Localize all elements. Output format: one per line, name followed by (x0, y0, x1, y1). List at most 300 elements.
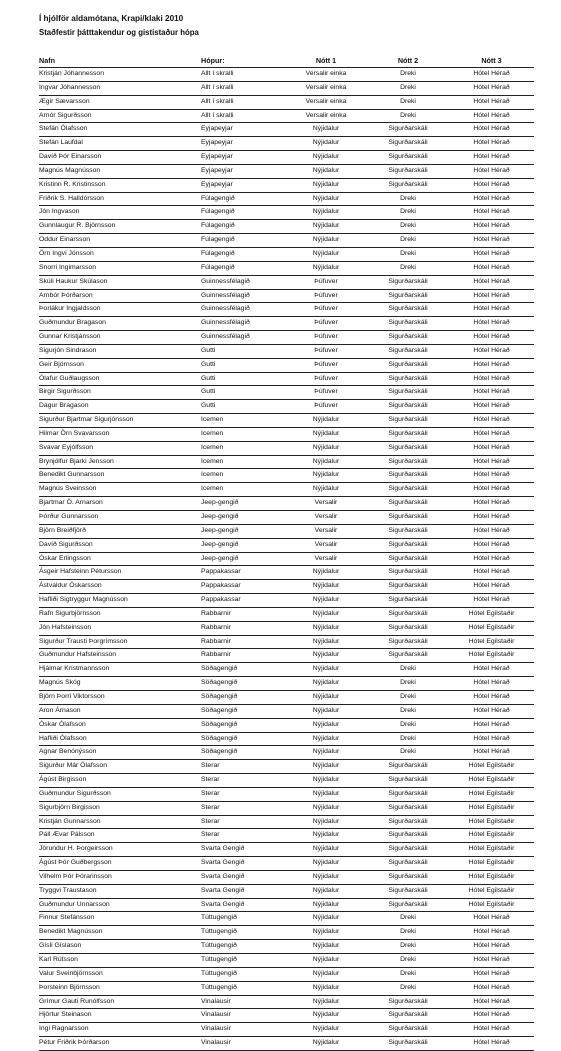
cell-night-2: Sigurðarskáli (367, 275, 449, 289)
cell-name: Guðmundur Bragason (39, 317, 201, 331)
cell-night-3: Hótel Hérað (449, 704, 534, 718)
cell-night-3: Hótel Hérað (449, 732, 534, 746)
cell-night-3: Hótel Hérað (449, 455, 534, 469)
table-row (39, 635, 534, 649)
cell-name: Sigurbjörn Birgisson (39, 801, 201, 815)
cell-night-1: Versalir (285, 497, 367, 511)
cell-group: Jeep-gengið (201, 497, 285, 511)
cell-night-1: Nýjidalur (285, 787, 367, 801)
table-row (39, 261, 534, 275)
cell-night-1: Nýjidalur (285, 718, 367, 732)
cell-night-2: Dreki (367, 95, 449, 109)
cell-night-1: Nýjidalur (285, 995, 367, 1009)
cell-night-1: Nýjidalur (285, 1009, 367, 1023)
cell-name: Sigurður Már Ólafsson (39, 760, 201, 774)
table-row (39, 732, 534, 746)
cell-name: Grímur Gauti Runólfsson (39, 995, 201, 1009)
cell-name: Finnur Stefánsson (39, 912, 201, 926)
cell-night-1: Þúfuver (285, 372, 367, 386)
cell-night-1: Nýjidalur (285, 192, 367, 206)
cell-group: Guinnessfélagið (201, 275, 285, 289)
cell-night-1: Þúfuver (285, 400, 367, 414)
cell-night-2: Sigurðarskáli (367, 164, 449, 178)
cell-night-3: Hótel Hérað (449, 137, 534, 151)
cell-night-2: Sigurðarskáli (367, 760, 449, 774)
cell-group: Allt í skralli (201, 81, 285, 95)
cell-name: Björn Þorri Viktorsson (39, 690, 201, 704)
cell-night-2: Dreki (367, 912, 449, 926)
cell-night-1: Nýjidalur (285, 857, 367, 871)
cell-night-3: Hótel Egilstaðir (449, 607, 534, 621)
cell-night-1: Þúfuver (285, 358, 367, 372)
cell-group: Fúlagengið (201, 247, 285, 261)
cell-night-1: Nýjidalur (285, 123, 367, 137)
cell-night-3: Hótel Egilstaðir (449, 898, 534, 912)
table-row (39, 663, 534, 677)
cell-night-2: Sigurðarskáli (367, 331, 449, 345)
cell-night-3: Hótel Hérað (449, 247, 534, 261)
cell-name: Magnús Magnússon (39, 164, 201, 178)
cell-group: Eyjapeyjar (201, 178, 285, 192)
cell-group: Söðagengið (201, 663, 285, 677)
cell-name: Magnús Sveinsson (39, 483, 201, 497)
cell-night-1: Versalir einka (285, 95, 367, 109)
table-row (39, 455, 534, 469)
cell-night-3: Hótel Hérað (449, 261, 534, 275)
cell-night-3: Hótel Hérað (449, 358, 534, 372)
table-row (39, 746, 534, 760)
table-header-row (39, 55, 534, 68)
cell-name: Jörundur H. Þorgeirsson (39, 843, 201, 857)
cell-group: Rabbarnir (201, 649, 285, 663)
cell-name: Brynjólfur Bjarki Jensson (39, 455, 201, 469)
cell-group: Gutti (201, 358, 285, 372)
cell-name: Svavar Eyjólfsson (39, 441, 201, 455)
cell-night-1: Nýjidalur (285, 898, 367, 912)
cell-name: Ágúst Birgisson (39, 774, 201, 788)
table-row (39, 151, 534, 165)
cell-night-2: Sigurðarskáli (367, 594, 449, 608)
cell-night-2: Dreki (367, 192, 449, 206)
cell-night-1: Þúfuver (285, 303, 367, 317)
cell-group: Icemen (201, 427, 285, 441)
cell-night-2: Sigurðarskáli (367, 372, 449, 386)
table-row (39, 718, 534, 732)
table-row (39, 898, 534, 912)
cell-night-2: Sigurðarskáli (367, 151, 449, 165)
cell-night-2: Sigurðarskáli (367, 441, 449, 455)
cell-group: Gutti (201, 372, 285, 386)
cell-night-2: Sigurðarskáli (367, 787, 449, 801)
cell-name: Ágúst Þór Guðbergsson (39, 857, 201, 871)
table-row (39, 289, 534, 303)
cell-night-2: Dreki (367, 234, 449, 248)
cell-night-2: Dreki (367, 690, 449, 704)
table-row (39, 234, 534, 248)
table-row (39, 358, 534, 372)
cell-name: Ægir Sævarsson (39, 95, 201, 109)
cell-night-2: Sigurðarskáli (367, 524, 449, 538)
cell-night-1: Nýjidalur (285, 677, 367, 691)
cell-name: Arnbór Þórðarson (39, 289, 201, 303)
cell-night-1: Nýjidalur (285, 594, 367, 608)
table-row (39, 912, 534, 926)
table-row (39, 704, 534, 718)
cell-night-3: Hótel Hérað (449, 234, 534, 248)
cell-group: Eyjapeyjar (201, 137, 285, 151)
cell-night-2: Sigurðarskáli (367, 538, 449, 552)
cell-name: Pétur Friðrik Þórðarson (39, 1037, 201, 1051)
cell-night-2: Dreki (367, 940, 449, 954)
cell-night-3: Hótel Hérað (449, 1023, 534, 1037)
cell-night-1: Nýjidalur (285, 137, 367, 151)
cell-group: Icemen (201, 469, 285, 483)
cell-night-3: Hótel Hérað (449, 68, 534, 82)
cell-group: Sterar (201, 760, 285, 774)
cell-group: Söðagengið (201, 746, 285, 760)
table-row (39, 621, 534, 635)
cell-group: Söðagengið (201, 690, 285, 704)
cell-night-3: Hótel Hérað (449, 524, 534, 538)
cell-night-2: Sigurðarskáli (367, 483, 449, 497)
cell-night-2: Dreki (367, 718, 449, 732)
table-row (39, 690, 534, 704)
table-row (39, 884, 534, 898)
cell-night-1: Þúfuver (285, 289, 367, 303)
cell-night-2: Dreki (367, 81, 449, 95)
cell-night-3: Hótel Hérað (449, 552, 534, 566)
cell-night-3: Hótel Egilstaðir (449, 843, 534, 857)
document-title: Í hjólför aldamótana, Krapi/klaki 2010 (39, 14, 184, 23)
cell-night-3: Hótel Hérað (449, 372, 534, 386)
cell-night-2: Sigurðarskáli (367, 469, 449, 483)
cell-night-1: Versalir einka (285, 68, 367, 82)
cell-night-2: Sigurðarskáli (367, 497, 449, 511)
cell-group: Pappakassar (201, 566, 285, 580)
cell-group: Rabbarnir (201, 635, 285, 649)
cell-night-1: Nýjidalur (285, 178, 367, 192)
cell-night-2: Dreki (367, 109, 449, 123)
cell-group: Sterar (201, 815, 285, 829)
cell-night-3: Hótel Egilstaðir (449, 857, 534, 871)
cell-night-3: Hótel Egilstaðir (449, 774, 534, 788)
cell-name: Geir Björnsson (39, 358, 201, 372)
cell-group: Fúlagengið (201, 220, 285, 234)
cell-name: Guðmundur Unnarsson (39, 898, 201, 912)
cell-night-2: Sigurðarskáli (367, 400, 449, 414)
cell-night-1: Nýjidalur (285, 427, 367, 441)
cell-group: Gutti (201, 344, 285, 358)
table-row (39, 220, 534, 234)
cell-night-2: Sigurðarskáli (367, 843, 449, 857)
cell-name: Óskar Ólafsson (39, 718, 201, 732)
cell-name: Davíð Þór Einarsson (39, 151, 201, 165)
cell-name: Tryggvi Traustason (39, 884, 201, 898)
cell-night-2: Dreki (367, 206, 449, 220)
cell-group: Rabbarnir (201, 607, 285, 621)
cell-name: Hafliði Sigtryggur Magnússon (39, 594, 201, 608)
cell-night-2: Dreki (367, 261, 449, 275)
cell-night-2: Sigurðarskáli (367, 1037, 449, 1051)
cell-night-1: Nýjidalur (285, 843, 367, 857)
table-row (39, 247, 534, 261)
cell-night-1: Nýjidalur (285, 704, 367, 718)
cell-name: Oddur Einarsson (39, 234, 201, 248)
cell-group: Jeep-gengið (201, 552, 285, 566)
table-body (39, 68, 534, 1051)
table-row (39, 1037, 534, 1051)
cell-name: Skúli Haukur Skúlason (39, 275, 201, 289)
cell-night-3: Hótel Hérað (449, 206, 534, 220)
cell-group: Vinalausir (201, 1009, 285, 1023)
cell-name: Arnór Sigurðsson (39, 109, 201, 123)
cell-night-2: Dreki (367, 732, 449, 746)
cell-group: Jeep-gengið (201, 538, 285, 552)
cell-name: Sigurður Trausti Þorgrímsson (39, 635, 201, 649)
table-row (39, 607, 534, 621)
cell-group: Rabbarnir (201, 621, 285, 635)
table-row (39, 857, 534, 871)
cell-name: Stefán Ólafsson (39, 123, 201, 137)
table-row (39, 538, 534, 552)
table-row (39, 164, 534, 178)
table-row (39, 1023, 534, 1037)
cell-name: Hjálmar Kristmannsson (39, 663, 201, 677)
table-row (39, 178, 534, 192)
cell-name: Óskar Erlingsson (39, 552, 201, 566)
cell-night-3: Hótel Hérað (449, 1037, 534, 1051)
cell-night-1: Nýjidalur (285, 912, 367, 926)
cell-name: Ingvar Jóhannesson (39, 81, 201, 95)
cell-night-3: Hótel Hérað (449, 566, 534, 580)
header-group: Hópur: (201, 55, 285, 68)
cell-night-2: Dreki (367, 981, 449, 995)
cell-night-3: Hótel Hérað (449, 981, 534, 995)
cell-night-3: Hótel Hérað (449, 275, 534, 289)
cell-night-3: Hótel Hérað (449, 663, 534, 677)
table-row (39, 68, 534, 82)
cell-night-1: Nýjidalur (285, 801, 367, 815)
table-row (39, 926, 534, 940)
cell-group: Túttugengið (201, 981, 285, 995)
cell-name: Benedikt Gunnarsson (39, 469, 201, 483)
cell-night-3: Hótel Egilstaðir (449, 884, 534, 898)
cell-night-1: Nýjidalur (285, 234, 367, 248)
cell-name: Kristinn R. Kristinsson (39, 178, 201, 192)
table-row (39, 594, 534, 608)
cell-name: Kristján Jóhannesson (39, 68, 201, 82)
cell-group: Túttugengið (201, 967, 285, 981)
table-row (39, 1009, 534, 1023)
cell-name: Hjörtur Steinason (39, 1009, 201, 1023)
table-row (39, 137, 534, 151)
table-row (39, 192, 534, 206)
cell-night-3: Hótel Egilstaðir (449, 829, 534, 843)
cell-name: Davíð Sigurðsson (39, 538, 201, 552)
cell-night-1: Nýjidalur (285, 746, 367, 760)
table-row (39, 829, 534, 843)
cell-name: Ingi Ragnarsson (39, 1023, 201, 1037)
cell-group: Vinalausir (201, 1037, 285, 1051)
cell-group: Eyjapeyjar (201, 151, 285, 165)
cell-name: Jón Ingvason (39, 206, 201, 220)
cell-night-1: Nýjidalur (285, 455, 367, 469)
cell-name: Hilmar Örn Svavarsson (39, 427, 201, 441)
cell-group: Pappakassar (201, 594, 285, 608)
cell-night-1: Þúfuver (285, 275, 367, 289)
cell-group: Söðagengið (201, 704, 285, 718)
cell-night-1: Nýjidalur (285, 940, 367, 954)
cell-night-2: Sigurðarskáli (367, 289, 449, 303)
table-row (39, 774, 534, 788)
cell-night-2: Sigurðarskáli (367, 635, 449, 649)
table-row (39, 843, 534, 857)
cell-night-1: Versalir (285, 511, 367, 525)
cell-group: Vinalausir (201, 1023, 285, 1037)
table-row (39, 801, 534, 815)
cell-group: Gutti (201, 386, 285, 400)
cell-group: Túttugengið (201, 912, 285, 926)
cell-night-2: Sigurðarskáli (367, 137, 449, 151)
cell-group: Sterar (201, 801, 285, 815)
table-row (39, 940, 534, 954)
cell-night-2: Sigurðarskáli (367, 857, 449, 871)
table-row (39, 870, 534, 884)
cell-group: Sterar (201, 787, 285, 801)
table-row (39, 760, 534, 774)
cell-name: Örn Ingvi Jónsson (39, 247, 201, 261)
cell-night-2: Sigurðarskáli (367, 317, 449, 331)
cell-night-3: Hótel Egilstaðir (449, 801, 534, 815)
table-row (39, 497, 534, 511)
cell-night-1: Nýjidalur (285, 1023, 367, 1037)
cell-group: Guinnessfélagið (201, 289, 285, 303)
cell-night-3: Hótel Hérað (449, 497, 534, 511)
cell-group: Fúlagengið (201, 234, 285, 248)
cell-night-2: Sigurðarskáli (367, 801, 449, 815)
cell-group: Icemen (201, 414, 285, 428)
cell-group: Icemen (201, 483, 285, 497)
cell-night-1: Versalir (285, 538, 367, 552)
cell-night-2: Sigurðarskáli (367, 1009, 449, 1023)
cell-night-3: Hótel Hérað (449, 511, 534, 525)
cell-night-3: Hótel Hérað (449, 967, 534, 981)
cell-name: Gunnar Kristjánsson (39, 331, 201, 345)
cell-night-2: Sigurðarskáli (367, 815, 449, 829)
cell-night-2: Sigurðarskáli (367, 1023, 449, 1037)
cell-group: Fúlagengið (201, 192, 285, 206)
cell-night-2: Sigurðarskáli (367, 898, 449, 912)
table-row (39, 580, 534, 594)
cell-night-2: Sigurðarskáli (367, 414, 449, 428)
cell-night-3: Hótel Egilstaðir (449, 649, 534, 663)
cell-group: Eyjapeyjar (201, 164, 285, 178)
cell-name: Stefán Laufdal (39, 137, 201, 151)
cell-night-1: Nýjidalur (285, 261, 367, 275)
cell-night-2: Sigurðarskáli (367, 995, 449, 1009)
cell-group: Svarta Gengið (201, 884, 285, 898)
cell-night-1: Nýjidalur (285, 635, 367, 649)
cell-night-1: Nýjidalur (285, 690, 367, 704)
cell-name: Hafliði Ólafsson (39, 732, 201, 746)
cell-night-1: Þúfuver (285, 386, 367, 400)
cell-night-1: Nýjidalur (285, 815, 367, 829)
cell-name: Gísli Gíslason (39, 940, 201, 954)
cell-night-2: Sigurðarskáli (367, 621, 449, 635)
cell-group: Söðagengið (201, 718, 285, 732)
cell-group: Icemen (201, 441, 285, 455)
cell-group: Svarta Gengið (201, 870, 285, 884)
cell-night-2: Dreki (367, 967, 449, 981)
cell-group: Icemen (201, 455, 285, 469)
table-row (39, 331, 534, 345)
cell-night-3: Hótel Hérað (449, 317, 534, 331)
cell-night-1: Nýjidalur (285, 954, 367, 968)
cell-night-2: Dreki (367, 663, 449, 677)
cell-group: Svarta Gengið (201, 843, 285, 857)
cell-night-3: Hótel Hérað (449, 940, 534, 954)
cell-night-1: Nýjidalur (285, 732, 367, 746)
cell-night-3: Hótel Hérað (449, 220, 534, 234)
cell-name: Snorri Ingimarsson (39, 261, 201, 275)
cell-name: Friðrik S. Halldórsson (39, 192, 201, 206)
table-row (39, 123, 534, 137)
cell-group: Túttugengið (201, 954, 285, 968)
cell-name: Þorlákur Ingjaldsson (39, 303, 201, 317)
cell-night-2: Dreki (367, 954, 449, 968)
header-night-1: Nótt 1 (285, 55, 367, 68)
table-row (39, 414, 534, 428)
cell-night-3: Hótel Hérað (449, 718, 534, 732)
cell-night-1: Nýjidalur (285, 774, 367, 788)
cell-name: Dagur Bragason (39, 400, 201, 414)
cell-group: Allt í skralli (201, 68, 285, 82)
cell-night-2: Dreki (367, 926, 449, 940)
cell-night-3: Hótel Hérað (449, 109, 534, 123)
table-row (39, 275, 534, 289)
cell-night-1: Nýjidalur (285, 829, 367, 843)
cell-group: Guinnessfélagið (201, 317, 285, 331)
cell-name: Ólafur Guðlaugsson (39, 372, 201, 386)
cell-night-2: Sigurðarskáli (367, 580, 449, 594)
header-night-3: Nótt 3 (449, 55, 534, 68)
cell-group: Vinalausir (201, 995, 285, 1009)
cell-night-2: Sigurðarskáli (367, 649, 449, 663)
cell-night-3: Hótel Hérað (449, 690, 534, 704)
cell-night-2: Sigurðarskáli (367, 178, 449, 192)
cell-night-1: Nýjidalur (285, 469, 367, 483)
cell-night-2: Sigurðarskáli (367, 303, 449, 317)
table-row (39, 206, 534, 220)
cell-night-3: Hótel Hérað (449, 331, 534, 345)
cell-night-3: Hótel Hérað (449, 954, 534, 968)
cell-night-1: Nýjidalur (285, 926, 367, 940)
cell-name: Benedikt Magnússon (39, 926, 201, 940)
cell-name: Þórður Gunnarsson (39, 511, 201, 525)
cell-night-1: Nýjidalur (285, 1037, 367, 1051)
cell-night-1: Nýjidalur (285, 206, 367, 220)
cell-night-1: Nýjidalur (285, 607, 367, 621)
cell-night-3: Hótel Hérað (449, 1009, 534, 1023)
cell-group: Svarta Gengið (201, 857, 285, 871)
table-row (39, 649, 534, 663)
table-row (39, 372, 534, 386)
cell-night-3: Hótel Hérað (449, 441, 534, 455)
cell-night-2: Sigurðarskáli (367, 774, 449, 788)
cell-name: Jón Hafsteinsson (39, 621, 201, 635)
cell-night-3: Hótel Hérað (449, 538, 534, 552)
cell-night-1: Nýjidalur (285, 649, 367, 663)
